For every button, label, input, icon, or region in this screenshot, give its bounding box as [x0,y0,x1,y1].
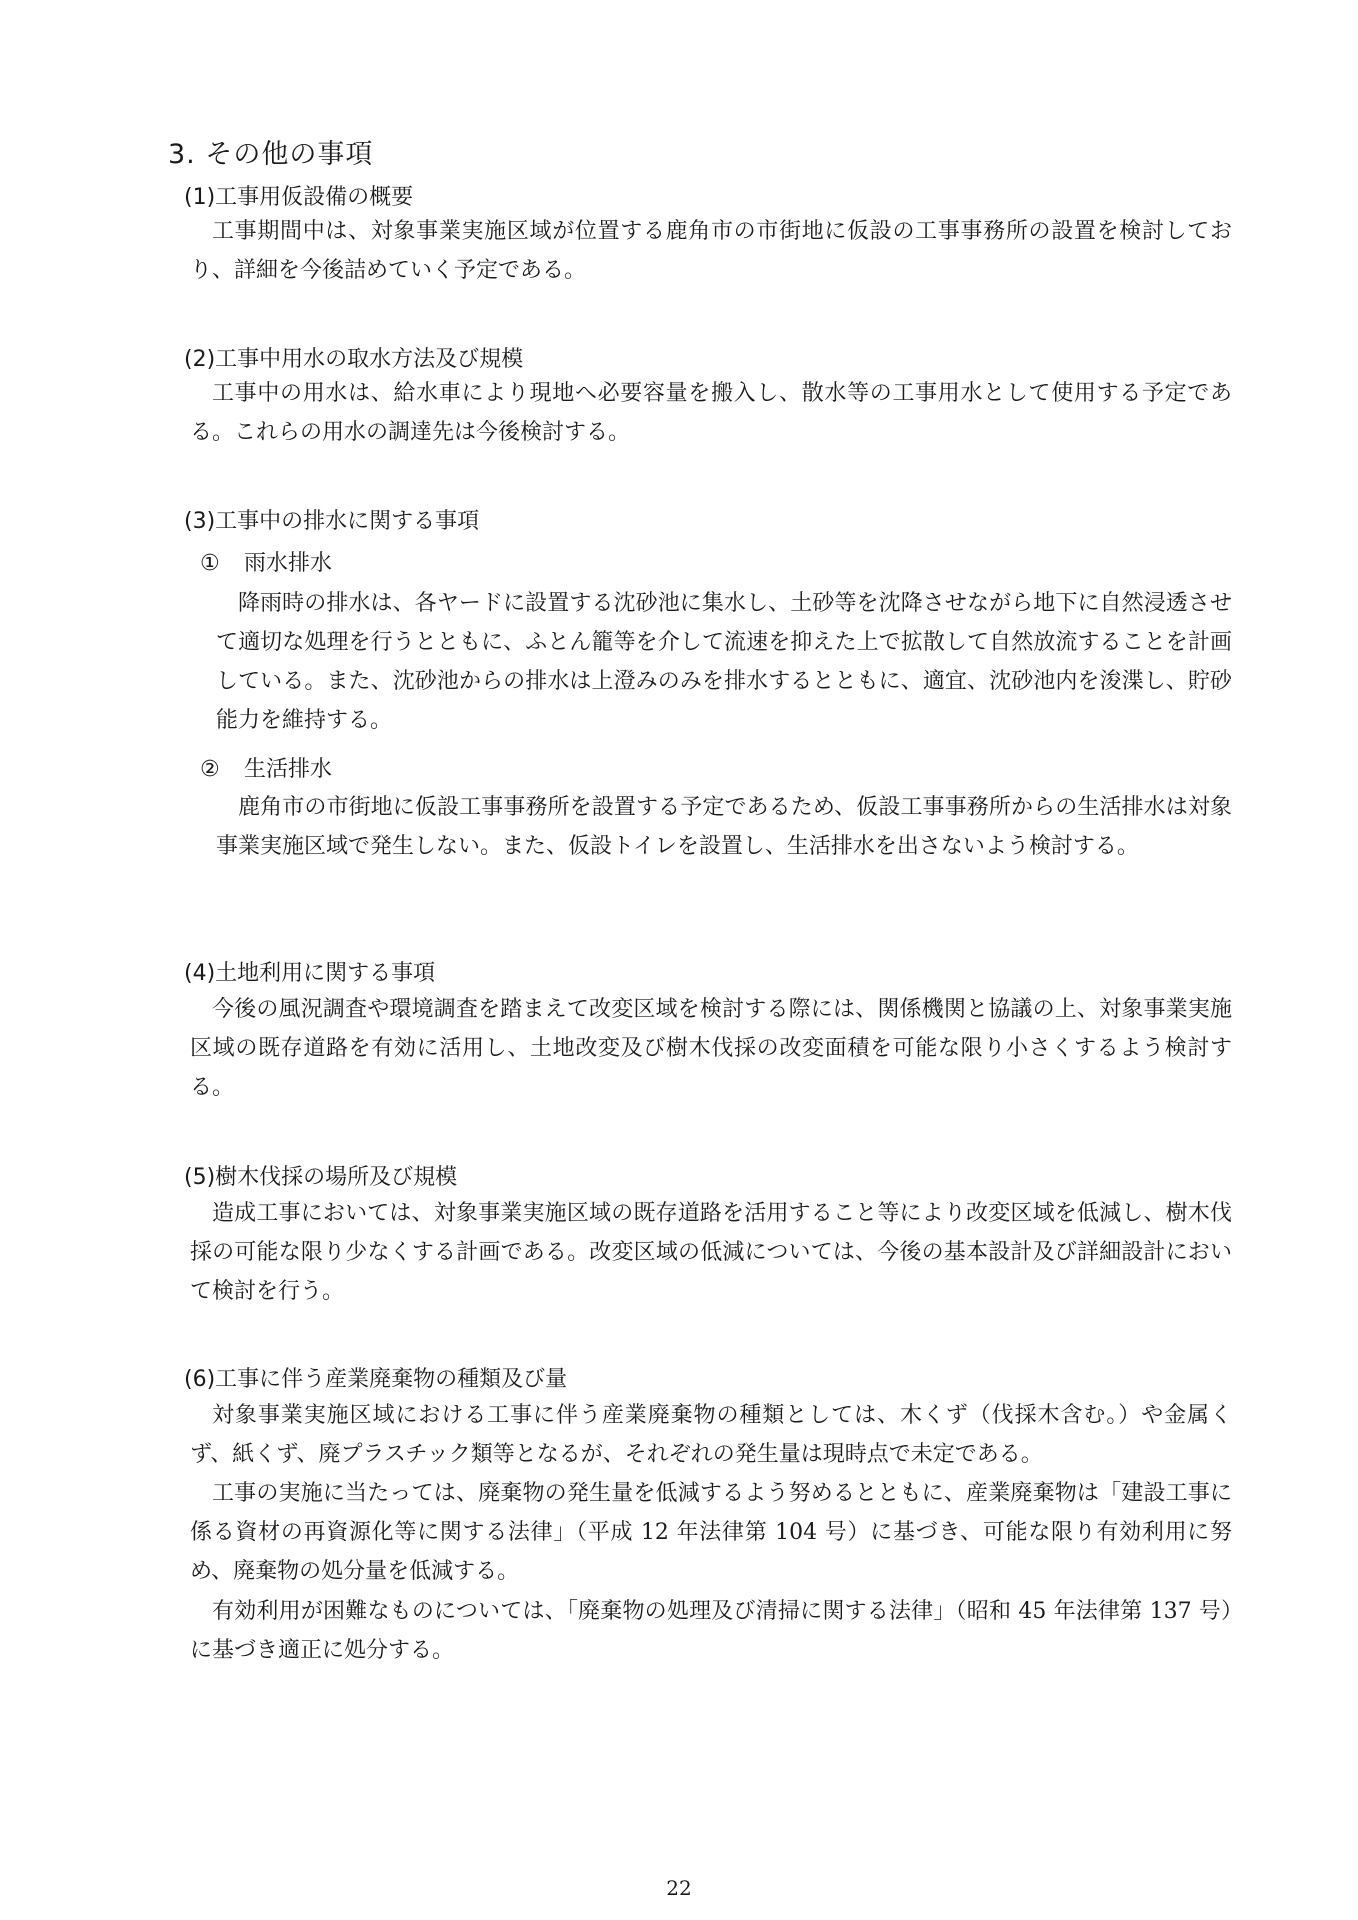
paragraph-2: 工事中の用水は、給水車により現地へ必要容量を搬入し、散水等の工事用水として使用する予定である。これらの用水の調達先は今後検討する。 [190,381,1232,445]
subsection-heading-4: (4)土地利用に関する事項 [184,961,436,986]
paragraph-5: 造成工事においては、対象事業実施区域の既存道路を活用すること等により改変区域を低減し、樹木伐採の可能な限り少なくする計画である。改変区域の低減については、今後の基本設計及び詳細設計において検討を行う。 [190,1201,1232,1304]
section-title: 3. その他の事項 [168,139,374,170]
item-number: ① [200,551,220,576]
subsection-heading-3: (3)工事中の排水に関する事項 [184,509,480,534]
page-number: 22 [666,1876,692,1900]
paragraph-6c: 有効利用が困難なものについては、「廃棄物の処理及び清掃に関する法律」（昭和 45 年法律第 137 号）に基づき適正に処分する。 [190,1599,1232,1663]
paragraph-4: 今後の風況調査や環境調査を踏まえて改変区域を検討する際には、関係機関と協議の上、対象事業実施区域の既存道路を有効に活用し、土地改変及び樹木伐採の改変面積を可能な限り小さくするよう検討する。 [190,997,1232,1100]
paragraph-domestic-wastewater: 鹿角市の市街地に仮設工事事務所を設置する予定であるため、仮設工事事務所からの生活排水は対象事業実施区域で発生しない。また、仮設トイレを設置し、生活排水を出さないよう検討する。 [216,795,1232,859]
subsection-heading-1: (1)工事用仮設備の概要 [184,185,414,210]
item-heading-rainwater [200,546,332,577]
item-title: 雨水排水 [244,551,333,576]
paragraph-6a: 対象事業実施区域における工事に伴う産業廃棄物の種類としては、木くず（伐採木含む。）や金属くず、紙くず、廃プラスチック類等となるが、それぞれの発生量は現時点で未定である。 [190,1403,1232,1467]
subsection-heading-5: (5)樹木伐採の場所及び規模 [184,1165,458,1190]
paragraph-6b: 工事の実施に当たっては、廃棄物の発生量を低減するよう努めるとともに、産業廃棄物は「建設工事に係る資材の再資源化等に関する法律」（平成 12 年法律第 104 号）に基づき、可能な限り有効利用に努め、廃棄物の処分量を低減する。 [190,1481,1232,1584]
item-title: 生活排水 [244,757,333,782]
paragraph-1: 工事期間中は、対象事業実施区域が位置する鹿角市の市街地に仮設の工事事務所の設置を検討しており、詳細を今後詰めていく予定である。 [190,219,1232,283]
subsection-heading-2: (2)工事中用水の取水方法及び規模 [184,347,524,372]
item-heading-domestic-wastewater [200,752,332,783]
item-number: ② [200,757,220,782]
subsection-heading-6: (6)工事に伴う産業廃棄物の種類及び量 [184,1367,568,1392]
paragraph-rainwater: 降雨時の排水は、各ヤードに設置する沈砂池に集水し、土砂等を沈降させながら地下に自然浸透させて適切な処理を行うとともに、ふとん籠等を介して流速を抑えた上で拡散して自然放流することを計画している。また、沈砂池からの排水は上澄みのみを排水するとともに、適宜、沈砂池内を浚渫し、貯砂能力を維持する。 [216,591,1232,733]
